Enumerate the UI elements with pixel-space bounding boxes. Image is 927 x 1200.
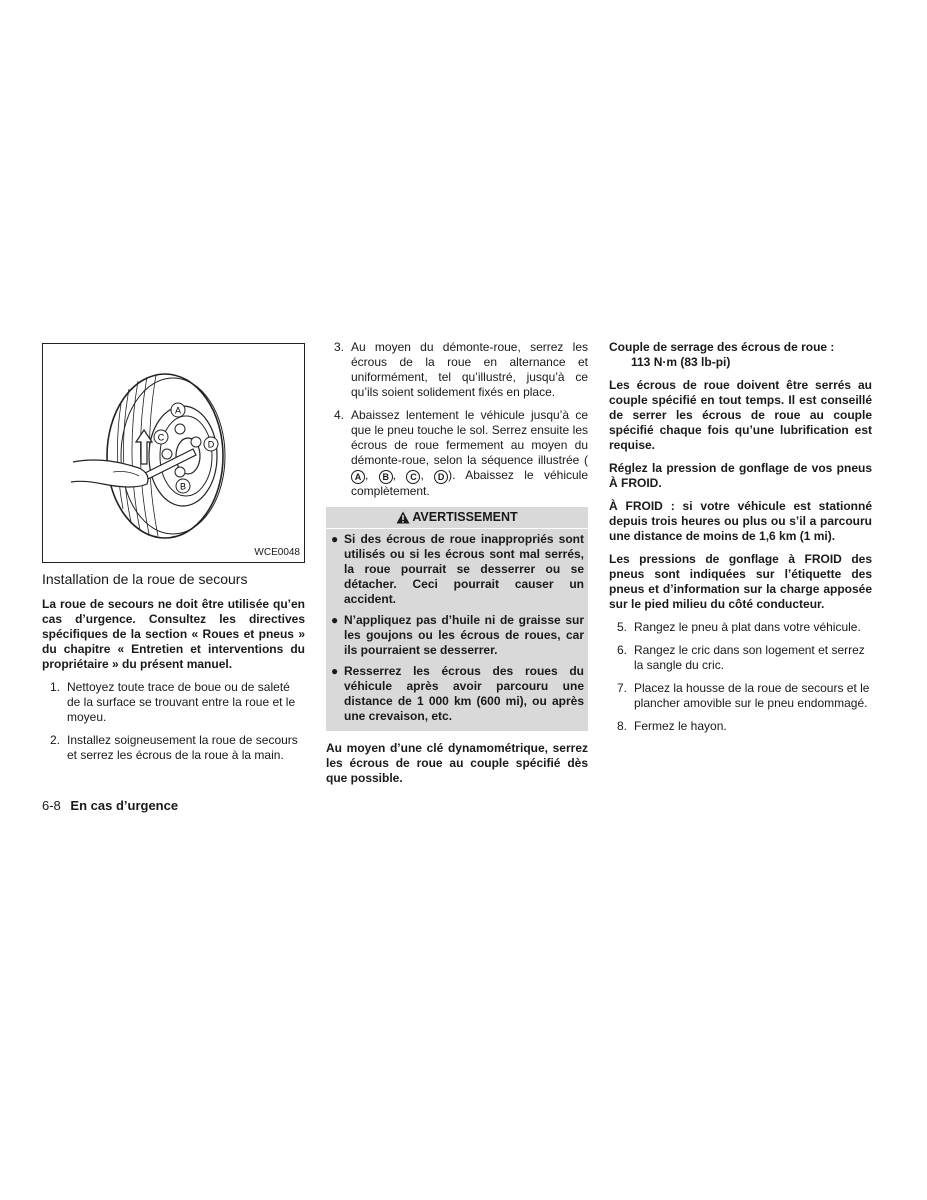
step-text: Rangez le cric dans son logement et serrez la sangle du cric. <box>634 643 865 672</box>
lubrication-paragraph: Les écrous de roue doivent être serrés au couple spécifié en tout temps. Il est conseillé de serrer les écrous de roue au couple spécifié chaque fois qu’une lubrification est requise. <box>609 378 872 452</box>
step-text-after: ). Abaissez le véhicule complètement. <box>351 468 589 498</box>
torque-paragraph: Au moyen d’une clé dynamométrique, serrez les écrous de roue au couple spécifié dès que possible. <box>326 741 588 785</box>
warning-box <box>326 507 588 731</box>
cold-definition-paragraph: À FROID : si votre véhicule est stationné depuis trois heures ou plus ou s’il a parcouru une distance de moins de 1,6 km (1 mi). <box>609 499 872 543</box>
figure-code: WCE0048 <box>254 547 300 558</box>
step-text: Nettoyez toute trace de boue ou de saleté de la surface se trouvant entre la roue et le moyeu. <box>67 680 296 724</box>
cold-pressure-paragraph: Réglez la pression de gonflage de vos pneus À FROID. <box>609 461 872 490</box>
warning-text: N’appliquez pas d’huile ni de graisse sur les goujons ou les écrous de roues, car ils pourraient se desserrer. <box>344 613 584 657</box>
warning-title: AVERTISSEMENT <box>412 510 518 524</box>
seq-label-c: C <box>406 470 420 484</box>
list-item <box>42 680 305 725</box>
step-number: 1. <box>50 680 61 694</box>
wheel-illustration <box>43 344 304 562</box>
figure-label-b: B <box>179 481 187 492</box>
steps-list-1 <box>42 680 305 763</box>
list-item <box>326 408 588 499</box>
steps-list-3 <box>609 620 872 734</box>
step-text-before: Abaissez lentement le véhicule jusqu’à ce que le pneu touche le sol. Serrez ensuite les écrous de roue fermement au moyen du démonte-roue, selon la séquence illustrée ( <box>351 408 588 467</box>
list-item <box>326 340 588 400</box>
steps-list-2 <box>326 340 588 499</box>
figure-label-d: D <box>207 439 215 450</box>
column-right <box>609 340 872 742</box>
figure-label-a: A <box>174 405 182 416</box>
step-text: Fermez le hayon. <box>634 719 727 733</box>
step-number: 8. <box>617 719 628 733</box>
warning-header <box>326 508 588 529</box>
warning-text: Si des écrous de roue inappropriés sont utilisés ou si les écrous sont mal serrés, la roue pourrait se desserrer ou se détacher. Ceci pourrait causer un accident. <box>344 532 584 606</box>
wheel-figure <box>42 343 305 563</box>
chapter-title: En cas d’urgence <box>70 798 179 813</box>
section-title: Installation de la roue de secours <box>42 571 248 587</box>
figure-label-c: C <box>157 432 165 443</box>
seq-separator: , <box>365 468 379 482</box>
step-text: Au moyen du démonte-roue, serrez les écrous de la roue en alternance et uniformément, tel qu’illustré, jusqu’à ce qu’ils soient solidement fixés en place. <box>351 340 588 399</box>
warning-item <box>326 610 588 661</box>
bullet-icon: ● <box>331 613 339 627</box>
step-number: 3. <box>334 340 345 354</box>
step-number: 5. <box>617 620 628 634</box>
warning-triangle-icon <box>396 511 410 524</box>
list-item <box>42 733 305 763</box>
seq-separator: , <box>420 468 435 482</box>
intro-paragraph: La roue de secours ne doit être utilisée qu’en cas d’urgence. Consultez les directives spécifiques de la section « Roues et pneus » du chapitre « Entretien et interventions du propriétaire » du présent manuel. <box>42 597 305 671</box>
step-number: 4. <box>334 408 345 422</box>
list-item <box>609 681 872 711</box>
list-item <box>609 620 872 635</box>
torque-label: Couple de serrage des écrous de roue : <box>609 340 835 354</box>
pressure-label-paragraph: Les pressions de gonflage à FROID des pneus sont indiquées sur l’étiquette des pneus et d’information sur la charge apposée sur le pied milieu du côté conducteur. <box>609 552 872 611</box>
seq-label-d: D <box>434 470 448 484</box>
step-number: 7. <box>617 681 628 695</box>
bullet-icon: ● <box>331 664 339 678</box>
list-item <box>609 719 872 734</box>
page-number: 6-8 <box>42 798 61 813</box>
column-middle <box>326 340 588 794</box>
warning-text: Resserrez les écrous des roues du véhicule après avoir parcouru une distance de 1 000 km (600 mi), ou après une crevaison, etc. <box>344 664 584 723</box>
step-text: Rangez le pneu à plat dans votre véhicule. <box>634 620 861 634</box>
torque-value: 113 N·m (83 lb-pi) <box>631 355 731 369</box>
seq-separator: , <box>392 468 407 482</box>
step-text: Installez soigneusement la roue de secours et serrez les écrous de la roue à la main. <box>67 733 298 762</box>
step-text: Placez la housse de la roue de secours et le plancher amovible sur le pneu endommagé. <box>634 681 870 710</box>
step-number: 2. <box>50 733 61 747</box>
warning-item <box>326 529 588 610</box>
step-number: 6. <box>617 643 628 657</box>
seq-label-a: A <box>351 470 365 484</box>
list-item <box>609 643 872 673</box>
seq-label-b: B <box>379 470 393 484</box>
bullet-icon: ● <box>331 532 339 546</box>
column-left <box>42 340 305 771</box>
warning-item <box>326 661 588 727</box>
page-footer <box>42 798 178 813</box>
